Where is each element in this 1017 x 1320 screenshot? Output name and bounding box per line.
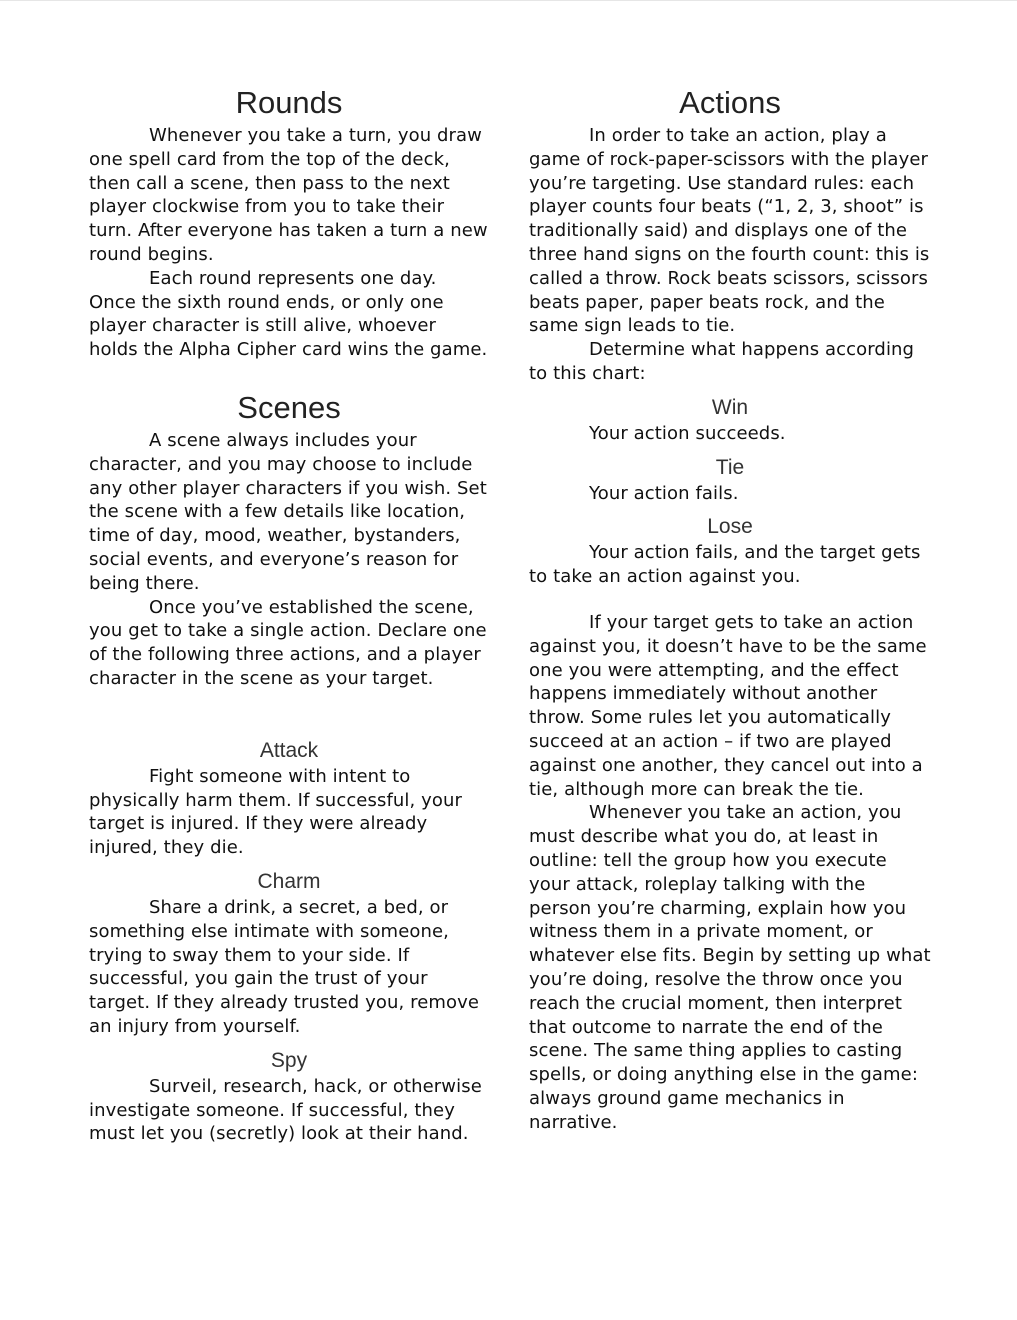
charm-heading: Charm <box>257 869 321 893</box>
spy-description: Surveil, research, hack, or otherwise investigate someone. If successful, they must let you (secretly) look at their hand. <box>89 1075 482 1145</box>
left-column <box>89 83 489 1146</box>
section-spacer <box>89 362 489 388</box>
actions-paragraph-4: Whenever you take an action, you must describe what you do, at least in outline: tell the group how you execute your attack, roleplay talking with the person you’re charming, explain how you witness them in a private moment, or whatever else fits. Begin by setting up what you’re doing, resolve the throw once you reach the crucial moment, then interpret that outcome to narrate the end of the scene. The same thing applies to casting spells, or doing anything else in the game: always ground game mechanics in narrative. <box>529 802 931 1133</box>
actions-paragraph-2: Determine what happens according to this chart: <box>529 339 915 384</box>
attack-description: Fight someone with intent to physically harm them. If successful, your target is injured. If they were already injured, they die. <box>89 765 463 859</box>
actions-paragraph-3: If your target gets to take an action against you, it doesn’t have to be the same one you were attempting, and the effect happens immediately without another throw. Some rules let you automatically succeed at an action – if two are played against one another, they cancel out into a tie, although more can break the tie. <box>529 611 927 800</box>
right-column <box>529 83 931 1134</box>
section-spacer <box>529 589 931 611</box>
section-spacer <box>529 505 931 513</box>
lose-result: Your action fails, and the target gets to take an action against you. <box>529 542 921 588</box>
scenes-paragraph-2: Once you’ve established the scene, you get to take a single action. Declare one of the following three actions, and a player character in the scene as your target. <box>89 596 487 689</box>
scenes-heading: Scenes <box>237 389 341 425</box>
section-spacer <box>89 1039 489 1047</box>
tie-heading: Tie <box>715 455 745 479</box>
section-spacer <box>529 386 931 394</box>
tie-result: Your action fails. <box>589 482 739 504</box>
attack-heading: Attack <box>259 738 319 762</box>
win-heading: Win <box>711 395 749 419</box>
lose-heading: Lose <box>707 515 753 539</box>
rounds-paragraph-2: Each round represents one day. Once the sixth round ends, or only one player character is still alive, whoever holds the Alpha Cipher card wins the game. <box>89 267 488 361</box>
win-result: Your action succeeds. <box>589 422 786 444</box>
actions-paragraph-1: In order to take an action, play a game of rock-paper-scissors with the player you’re targeting. Use standard rules: each player counts four beats (“1, 2, 3, shoot” is traditionally said) and displays one of the three hand signs on the fourth count: this is called a throw. Rock beats scissors, scissors beats paper, paper beats rock, and the same sign leads to tie. <box>529 125 930 337</box>
scenes-paragraph-1: A scene always includes your character, and you may choose to include any other player characters if you wish. Set the scene with a few details like location, time of day, mood, weather, bystanders, social events, and everyone’s reason for being there. <box>89 429 487 594</box>
rounds-paragraph-1: Whenever you take a turn, you draw one spell card from the top of the deck, then call a scene, then pass to the next player clockwise from you to take their turn. After everyone has taken a turn a new round begins. <box>89 125 488 265</box>
spy-heading: Spy <box>270 1048 308 1072</box>
actions-heading: Actions <box>679 85 781 120</box>
charm-description: Share a drink, a secret, a bed, or something else intimate with someone, trying to sway them to your side. If successful, you gain the trust of your target. If they already trusted you, remove an injury from yourself. <box>89 896 480 1037</box>
section-spacer <box>89 691 489 737</box>
section-spacer <box>89 860 489 868</box>
rounds-heading: Rounds <box>235 85 343 120</box>
section-spacer <box>529 446 931 454</box>
